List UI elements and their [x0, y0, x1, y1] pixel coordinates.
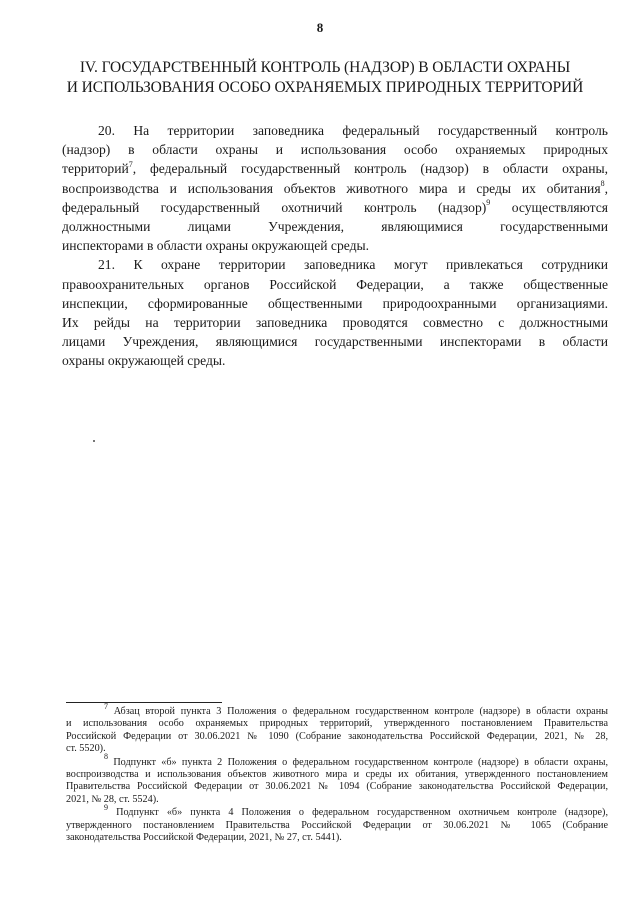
scan-speck [93, 440, 95, 442]
footnote-7 [66, 701, 608, 756]
text-fragment: Абзац второй пункта 3 Положения о федеральном государственном контроле (надзоре) в области охраны [108, 706, 608, 717]
paragraph-21 [62, 255, 608, 370]
section-heading-line-1: IV. ГОСУДАРСТВЕННЫЙ КОНТРОЛЬ (НАДЗОР) В ОБЛАСТИ ОХРАНЫ [79, 59, 571, 76]
body-text [62, 121, 608, 371]
footnote-separator [66, 702, 222, 703]
text-line [66, 802, 608, 819]
text-fragment: территорий [62, 161, 129, 177]
text-fragment: , [604, 180, 608, 196]
text-line: 2021, № 28, ст. 5524). [66, 793, 159, 805]
text-line: инспекции, сформированные общественными природоохранными организациями. [62, 295, 608, 311]
text-line: и использования особо охраняемых природных территорий, утвержденного постановлением Правительства [66, 718, 608, 730]
footnote-number: 9 [104, 802, 108, 812]
text-line [62, 159, 608, 178]
text-line [62, 198, 608, 217]
text-line: 20. На территории заповедника федеральный государственный контроль [98, 123, 608, 138]
text-line [62, 179, 608, 198]
text-line: 21. К охране территории заповедника могут привлекаться сотрудники [98, 257, 608, 273]
paragraph-20 [62, 121, 608, 255]
text-line: должностными лицами Учреждения, являющимися государственными [62, 219, 608, 235]
text-line [66, 701, 608, 718]
text-line [66, 752, 608, 769]
footnote-ref-8: 8 [600, 179, 605, 189]
footnotes [66, 701, 608, 845]
text-line: воспроизводства и использования объектов животного мира и среды их обитания, утвержденного постановлением [66, 769, 608, 781]
text-fragment: , федеральный государственный контроль (надзор) в области охраны, [132, 161, 608, 177]
text-fragment: Подпункт «б» пункта 4 Положения о федеральном государственном охотничьем контроле (надзоре), [108, 807, 608, 819]
text-fragment: воспроизводства и использования объектов животного мира и среды их обитания [62, 180, 601, 196]
text-line: инспекторами в области охраны окружающей среды. [62, 238, 370, 254]
section-heading [62, 58, 588, 98]
footnote-9 [66, 802, 608, 844]
text-line: законодательства Российской Федерации, 2021, № 27, ст. 5441). [66, 832, 342, 844]
text-line: Российской Федерации от 30.06.2021 № 1090 (Собрание законодательства Российской Федерации, 2021, № 28, [66, 730, 608, 742]
text-fragment: федеральный государственный охотничий контроль (надзор) [62, 199, 487, 215]
footnote-ref-9: 9 [486, 198, 491, 208]
footnote-8 [66, 752, 608, 807]
footnote-number: 8 [104, 752, 108, 762]
text-line: правоохранительных органов Российской Федерации, а также общественные [62, 276, 608, 292]
text-line: охраны окружающей среды. [62, 353, 226, 369]
text-line: лицами Учреждения, являющимися государственными инспекторами в области [62, 334, 608, 350]
text-fragment: осуществляются [490, 199, 608, 215]
text-line: Их рейды на территории заповедника проводятся совместно с должностными [62, 315, 608, 331]
text-line: Правительства Российской Федерации от 30.06.2021 № 1094 (Собрание законодательства Российской Федерации, [66, 781, 608, 793]
text-line: утвержденного постановлением Правительства Российской Федерации от 30.06.2021 № 1065 (Собрание [66, 819, 608, 831]
section-heading-line-2: И ИСПОЛЬЗОВАНИЯ ОСОБО ОХРАНЯЕМЫХ ПРИРОДНЫХ ТЕРРИТОРИЙ [66, 79, 584, 96]
footnote-ref-7: 7 [128, 159, 133, 169]
page-number: 8 [316, 20, 324, 35]
footnote-number: 7 [104, 701, 108, 711]
text-line: ст. 5520). [66, 743, 106, 755]
text-fragment: Подпункт «б» пункта 2 Положения о федеральном государственном контроле (надзоре) в области охраны, [108, 756, 608, 768]
text-line: (надзор) в области охраны и использования особо охраняемых природных [62, 142, 608, 158]
